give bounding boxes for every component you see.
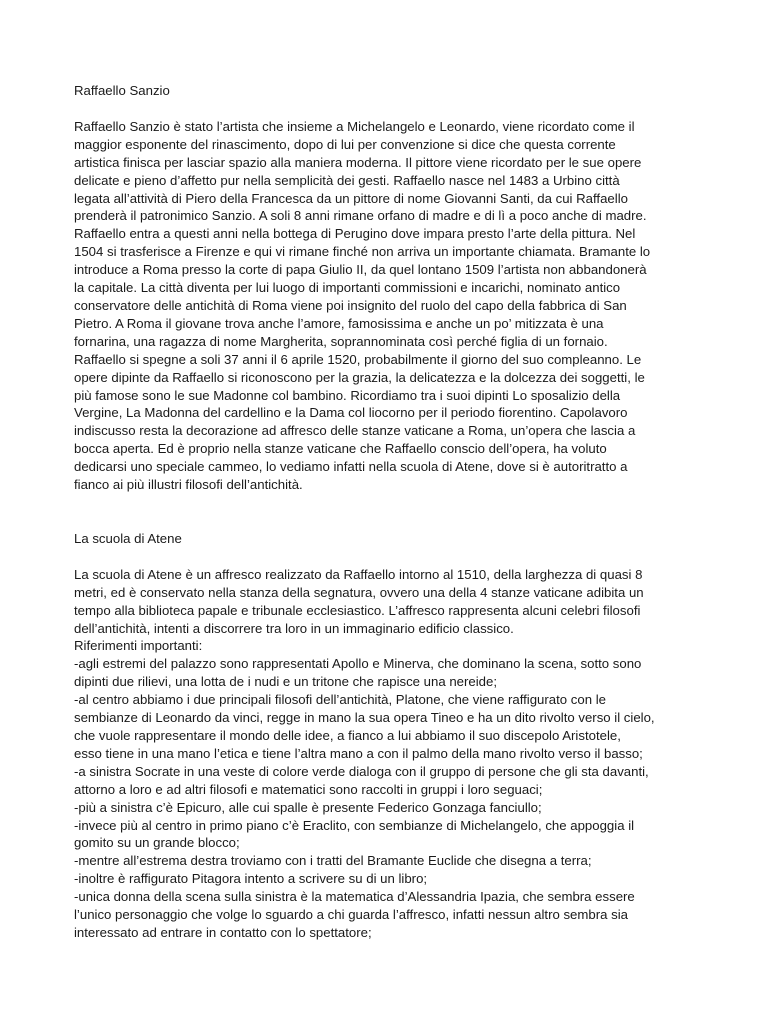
paragraph-scuola-di-atene bbox=[74, 566, 702, 942]
text-line: più famose sono le sue Madonne col bambino. Ricordiamo tra i suoi dipinti Lo sposalizio della bbox=[74, 387, 621, 403]
text-line: maggior esponente del rinascimento, dopo di lui per convenzione si dice che questa corrente bbox=[74, 136, 616, 152]
text-line: -mentre all’estrema destra troviamo con i tratti del Bramante Euclide che disegna a terra; bbox=[74, 853, 592, 869]
text-line: Pietro. A Roma il giovane trova anche l’amore, famosissima e anche un po’ mitizzata è una bbox=[74, 315, 604, 331]
text-line: che vuole rappresentare il mondo delle idee, a fianco a lui abbiamo il suo discepolo Aristotele, bbox=[74, 728, 621, 743]
text-line: legata all’attività di Piero della Francesca da un pittore di nome Giovanni Santi, da cui Raffaello bbox=[74, 190, 628, 206]
text-line: fornarina, una ragazza di nome Margherita, soprannominata così perché figlia di un fornaio. bbox=[74, 333, 608, 349]
spacer bbox=[74, 548, 702, 566]
text-line: dipinti due rilievi, una lotta de i nudi e un tritone che rapisce una nereide; bbox=[74, 674, 498, 690]
text-line: -al centro abbiamo i due principali filosofi dell’antichità, Platone, che viene raffigurato con le bbox=[74, 692, 606, 708]
text-line: indiscusso resta la decorazione ad affresco delle stanze vaticane a Roma, un’opera che lascia a bbox=[74, 423, 636, 439]
text-line: -più a sinistra c’è Epicuro, alle cui spalle è presente Federico Gonzaga fanciullo; bbox=[74, 799, 542, 815]
text-line: artistica finisca per lasciar spazio alla maniera moderna. Il pittore viene ricordato per le sue opere bbox=[74, 154, 642, 170]
text-line: Raffaello si spegne a soli 37 anni il 6 aprile 1520, probabilmente il giorno del suo compleanno. Le bbox=[74, 351, 642, 367]
spacer bbox=[74, 494, 702, 530]
text-line: La scuola di Atene è un affresco realizzato da Raffaello intorno al 1510, della larghezza di quasi 8 bbox=[74, 566, 643, 582]
text-line: -unica donna della scena sulla sinistra è la matematica d’Alessandria Ipazia, che sembra essere bbox=[74, 889, 635, 905]
section-title-raffaello: Raffaello Sanzio bbox=[74, 83, 170, 98]
text-line: -inoltre è raffigurato Pitagora intento a scrivere su di un libro; bbox=[74, 871, 428, 887]
paragraph-raffaello bbox=[74, 118, 702, 494]
text-line: dedicarsi uno speciale cammeo, lo vediamo infatti nella scuola di Atene, dove si è autoritratto a bbox=[74, 459, 628, 475]
text-line: bocca aperta. Ed è proprio nella stanze vaticane che Raffaello conscio dell’opera, ha voluto bbox=[74, 441, 607, 457]
text-line: interessato ad entrare in contatto con lo spettatore; bbox=[74, 924, 372, 940]
text-line: tempo alla biblioteca papale e tribunale ecclesiastico. L’affresco rappresenta alcuni celebri filosofi bbox=[74, 602, 641, 618]
text-line: l’unico personaggio che volge lo sguardo a chi guarda l’affresco, infatti nessun altro sembra sia bbox=[74, 907, 628, 923]
text-line: Vergine, La Madonna del cardellino e la Dama col liocorno per il periodo fiorentino. Capolavoro bbox=[74, 405, 628, 421]
text-line: fianco ai più illustri filosofi dell’antichità. bbox=[74, 477, 303, 493]
text-line: -a sinistra Socrate in una veste di colore verde dialoga con il gruppo di persone che gli sta davanti, bbox=[74, 763, 649, 779]
section-title-scuola-di-atene: La scuola di Atene bbox=[74, 530, 182, 546]
document-page bbox=[74, 82, 702, 942]
text-line: dell’antichità, intenti a discorrere tra loro in un immaginario edificio classico. bbox=[74, 620, 514, 636]
text-line: delicate e pieno d’affetto pur nella semplicità dei gesti. Raffaello nasce nel 1483 a Urbino città bbox=[74, 172, 620, 188]
text-line: attorno a loro e ad altri filosofi e matematici sono raccolti in gruppi i loro seguaci; bbox=[74, 781, 543, 797]
text-line: Raffaello entra a questi anni nella bottega di Perugino dove impara presto l’arte della pittura. Nel bbox=[74, 226, 636, 242]
text-line: 1504 si trasferisce a Firenze e qui vi rimane finché non arriva un importante chiamata. Bramante lo bbox=[74, 244, 651, 260]
text-line: metri, ed è conservato nella stanza della segnatura, ovvero una della 4 stanze vaticane adibita un bbox=[74, 584, 644, 600]
text-line: gomito su un grande blocco; bbox=[74, 835, 240, 851]
text-line: -invece più al centro in primo piano c’è Eraclito, con sembianze di Michelangelo, che appoggia il bbox=[74, 817, 635, 833]
text-line: la capitale. La città diventa per lui luogo di importanti commissioni e incarichi, nominato antico bbox=[74, 280, 621, 296]
text-line: introduce a Roma presso la corte di papa Giulio II, da quel lontano 1509 l’artista non abbandonerà bbox=[74, 262, 647, 278]
text-line: esso tiene in una mano l’etica e tiene l’altra mano a con il palmo della mano rivolto verso il basso; bbox=[74, 745, 643, 761]
text-line: sembianze di Leonardo da vinci, regge in mano la sua opera Tineo e ha un dito rivolto verso il cielo, bbox=[74, 710, 655, 726]
text-line: Riferimenti importanti: bbox=[74, 638, 203, 654]
text-line: conservatore delle antichità di Roma viene poi insignito del ruolo del capo della fabbrica di San bbox=[74, 297, 627, 313]
spacer bbox=[74, 100, 702, 118]
text-line: opere dipinte da Raffaello si riconoscono per la grazia, la delicatezza e la dolcezza dei soggetti, le bbox=[74, 369, 645, 385]
text-line: prenderà il patronimico Sanzio. A soli 8 anni rimane orfano di madre e di lì a poco anche di madre. bbox=[74, 208, 647, 224]
text-line: Raffaello Sanzio è stato l’artista che insieme a Michelangelo e Leonardo, viene ricordato come il bbox=[74, 118, 635, 134]
text-line: -agli estremi del palazzo sono rappresentati Apollo e Minerva, che dominano la scena, sotto sono bbox=[74, 656, 642, 672]
